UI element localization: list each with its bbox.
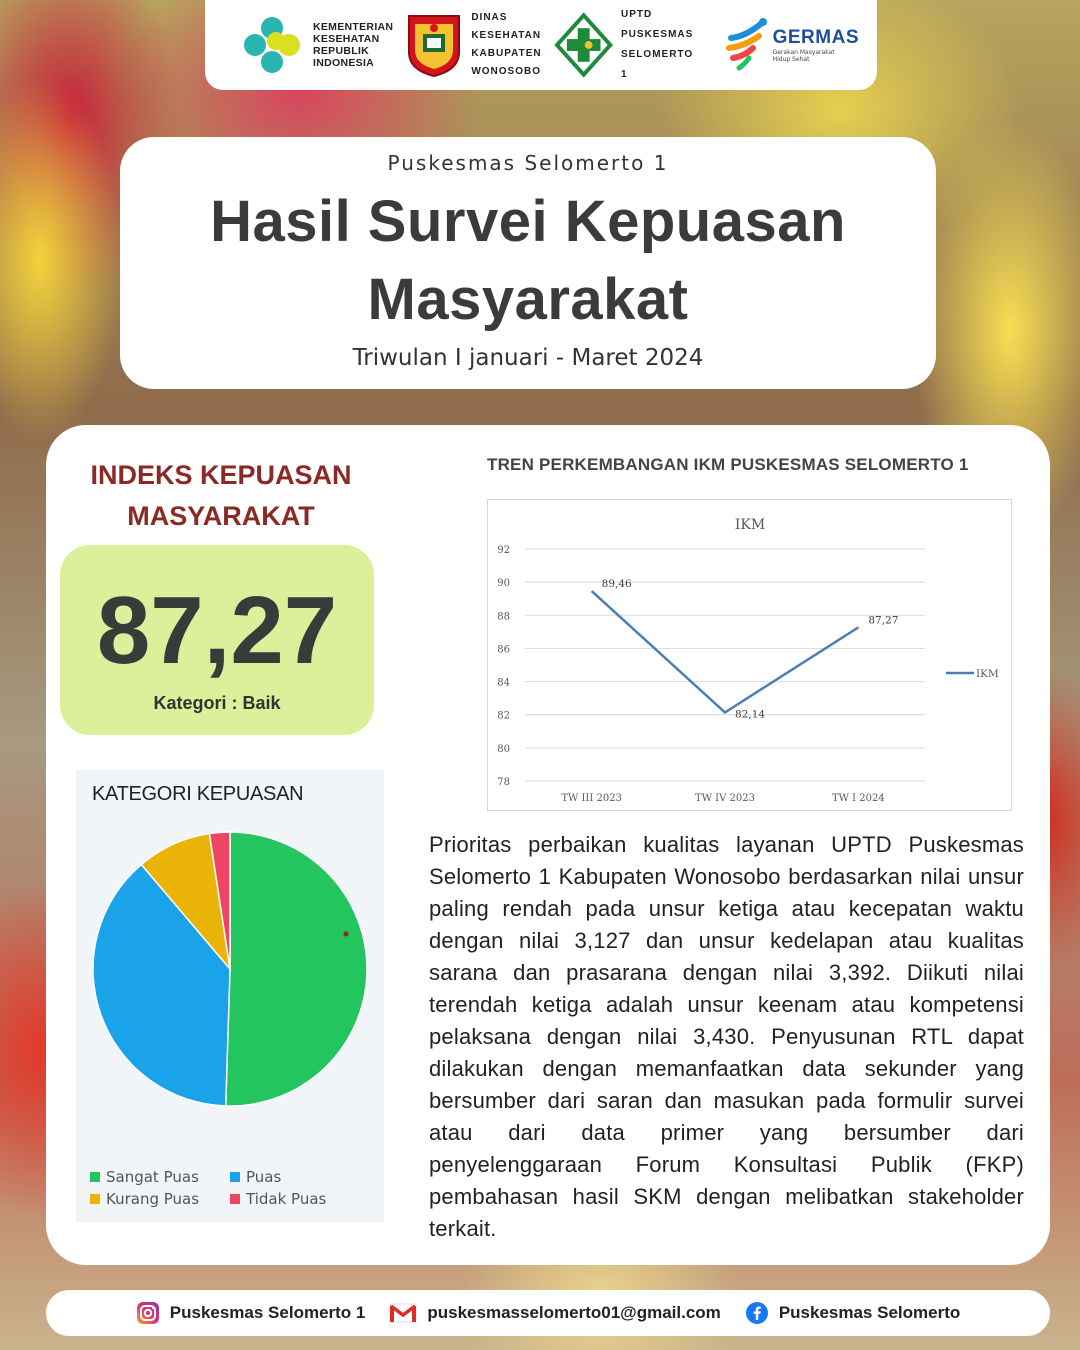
data-label: 89,46 xyxy=(601,578,632,591)
footer-email[interactable] xyxy=(389,1302,720,1324)
logo-bar xyxy=(205,0,877,90)
page-subtitle: Puskesmas Selomerto 1 xyxy=(387,151,669,175)
germas-subtitle: Hidup Sehat xyxy=(772,56,810,63)
pie-chart-title: KATEGORI KEPUASAN xyxy=(92,783,304,805)
dinkes-logo xyxy=(405,9,541,81)
y-tick-label: 88 xyxy=(497,611,510,623)
survey-period: Triwulan I januari - Maret 2024 xyxy=(352,345,704,371)
ikm-series-line xyxy=(592,591,859,712)
pie-legend xyxy=(90,1166,380,1210)
line-chart-panel xyxy=(487,499,1012,811)
pie-slice xyxy=(226,832,367,1106)
legend-label: Kurang Puas xyxy=(106,1190,200,1208)
kemenkes-line: KEMENTERIAN xyxy=(313,21,394,33)
kemenkes-line: REPUBLIK xyxy=(313,45,370,57)
y-tick-label: 80 xyxy=(497,743,510,755)
y-tick-label: 90 xyxy=(497,578,510,590)
uptd-line: PUSKESMAS xyxy=(620,29,694,40)
page-title-line: Masyarakat xyxy=(367,267,689,332)
kemenkes-line: KESEHATAN xyxy=(313,33,380,45)
uptd-line: UPTD xyxy=(620,9,653,20)
pie-chart-panel xyxy=(76,770,384,1222)
legend-swatch xyxy=(90,1172,100,1182)
email-address: puskesmasselomerto01@gmail.com xyxy=(427,1303,721,1322)
legend-item xyxy=(230,1168,370,1186)
title-card xyxy=(120,137,936,389)
y-tick-label: 84 xyxy=(497,677,510,689)
wonosobo-crest-icon xyxy=(405,12,463,78)
legend-swatch xyxy=(230,1194,240,1204)
data-label: 82,14 xyxy=(735,708,766,721)
page-title xyxy=(120,183,936,339)
trend-title: TREN PERKEMBANGAN IKM PUSKESMAS SELOMERTO 1 xyxy=(487,455,969,474)
kemenkes-icon xyxy=(239,12,305,78)
puskesmas-icon xyxy=(554,12,613,78)
legend-label: Tidak Puas xyxy=(246,1190,327,1208)
facebook-icon xyxy=(745,1301,769,1325)
footer-facebook[interactable] xyxy=(745,1301,960,1325)
ikm-heading xyxy=(66,455,376,537)
footer-bar xyxy=(46,1290,1050,1336)
line-chart xyxy=(488,500,1011,810)
gmail-icon xyxy=(389,1302,417,1324)
x-tick-label: TW III 2023 xyxy=(561,793,622,804)
kemenkes-logo xyxy=(239,12,393,78)
ikm-category: Kategori : Baik xyxy=(153,693,281,713)
legend-swatch xyxy=(230,1172,240,1182)
y-tick-label: 92 xyxy=(497,545,510,556)
dinkes-line: DINAS xyxy=(471,12,508,23)
kemenkes-line: INDONESIA xyxy=(313,57,375,69)
uptd-logo xyxy=(554,5,703,85)
legend-label: Puas xyxy=(246,1168,282,1186)
legend-item xyxy=(90,1168,230,1186)
legend-swatch xyxy=(90,1194,100,1204)
y-tick-label: 82 xyxy=(497,710,510,722)
germas-icon xyxy=(723,14,771,76)
germas-title: GERMAS xyxy=(772,27,859,48)
uptd-line: SELOMERTO 1 xyxy=(620,49,694,80)
dinkes-line: WONOSOBO xyxy=(471,66,541,77)
legend-label: IKM xyxy=(976,668,999,680)
dinkes-line: KESEHATAN xyxy=(471,30,542,41)
instagram-handle: Puskesmas Selomerto 1 xyxy=(169,1303,366,1322)
ikm-heading-line: INDEKS KEPUASAN xyxy=(90,460,352,490)
legend-label: Sangat Puas xyxy=(106,1168,199,1186)
x-tick-label: TW IV 2023 xyxy=(695,793,755,804)
page-title-line: Hasil Survei Kepuasan xyxy=(210,189,846,254)
germas-logo xyxy=(723,14,859,76)
pie-marker-dot xyxy=(344,932,349,937)
dinkes-line: KABUPATEN xyxy=(471,48,542,59)
x-tick-label: TW I 2024 xyxy=(831,793,885,804)
legend-item xyxy=(90,1190,230,1208)
ikm-score-box xyxy=(60,545,374,735)
line-chart-title: IKM xyxy=(734,517,766,533)
ikm-value: 87,27 xyxy=(96,577,338,684)
data-label: 87,27 xyxy=(868,614,899,627)
ikm-heading-line: MASYARAKAT xyxy=(127,501,315,531)
facebook-page: Puskesmas Selomerto xyxy=(778,1303,961,1322)
legend-item xyxy=(230,1190,370,1208)
germas-subtitle: Gerakan Masyarakat xyxy=(772,49,835,56)
y-tick-label: 78 xyxy=(497,777,510,788)
main-card xyxy=(46,425,1050,1265)
y-tick-label: 86 xyxy=(497,644,510,656)
pie-chart xyxy=(76,770,384,1222)
priority-paragraph: Prioritas perbaikan kualitas layanan UPTD Puskesmas Selomerto 1 Kabupaten Wonosobo berdasarkan nilai unsur paling rendah pada unsur ketiga atau kecepatan waktu dengan nilai 3,127 dan unsur kedelapan atau kualitas sarana dan prasarana dengan nilai 3,392. Diikuti nilai terendah ketiga adalah unsur keenam atau kompetensi pelaksana dengan nilai 3,430. Penyusunan RTL dapat dilakukan dengan memanfaatkan data sekunder yang bersumber dari saran dan masukan pada formulir survei atau dari data primer yang bersumber dari penyelenggaraan Forum Konsultasi Publik (FKP) pembahasan hasil SKM dengan melibatkan stakeholder terkait. xyxy=(429,832,1024,1241)
footer-instagram[interactable] xyxy=(136,1301,366,1325)
instagram-icon xyxy=(136,1301,160,1325)
